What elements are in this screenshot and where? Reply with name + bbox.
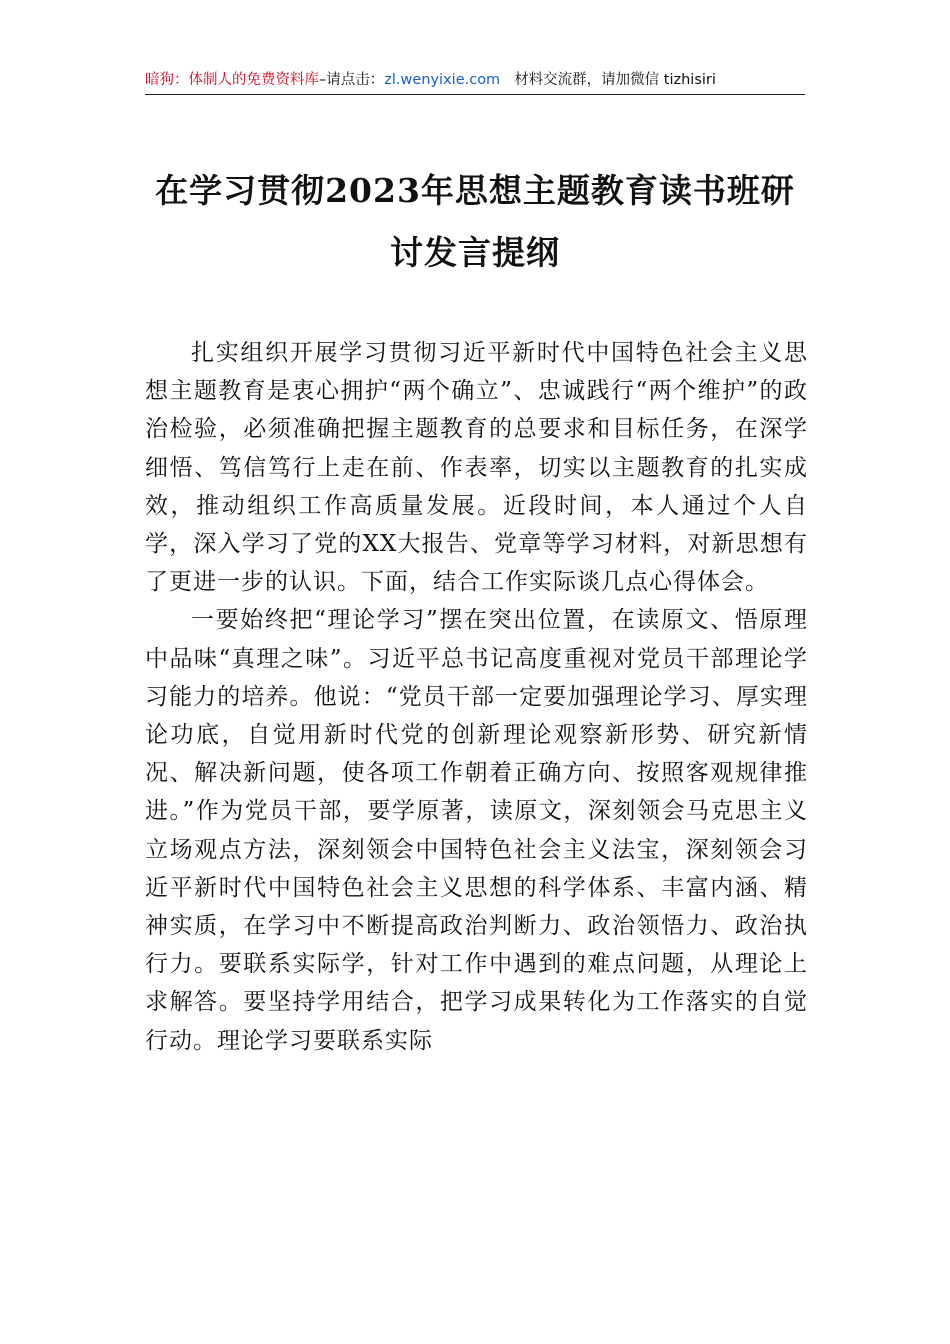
header-url-link[interactable]: zl.wenyixie.com bbox=[384, 72, 501, 88]
header-brand: 暗狗：体制人的免费资料库 bbox=[145, 72, 319, 88]
document-body bbox=[145, 334, 808, 1060]
paragraph-1: 扎实组织开展学习贯彻习近平新时代中国特色社会主义思想主题教育是衷心拥护“两个确立”、忠诚践行“两个维护”的政治检验，必须准确把握主题教育的总要求和目标任务，在深学细悟、笃信笃行上走在前、作表率，切实以主题教育的扎实成效，推动组织工作高质量发展。近段时间，本人通过个人自学，深入学习了党的XX大报告、党章等学习材料，对新思想有了更进一步的认识。下面，结合工作实际谈几点心得体会。 bbox=[145, 340, 808, 596]
document-title bbox=[110, 160, 840, 284]
header-contact: 材料交流群，请加微信 tizhisiri bbox=[514, 72, 716, 88]
paragraph-2: 一要始终把“理论学习”摆在突出位置，在读原文、悟原理中品味“真理之味”。习近平总书记高度重视对党员干部理论学习能力的培养。他说：“党员干部一定要加强理论学习、厚实理论功底，自觉用新时代党的创新理论观察新形势、研究新情况、解决新问题，使各项工作朝着正确方向、按照客观规律推进。”作为党员干部，要学原著，读原文，深刻领会马克思主义立场观点方法，深刻领会中国特色社会主义法宝，深刻领会习近平新时代中国特色社会主义思想的科学体系、丰富内涵、精神实质，在学习中不断提高政治判断力、政治领悟力、政治执行力。要联系实际学，针对工作中遇到的难点问题，从理论上求解答。要坚持学用结合，把学习成果转化为工作落实的自觉行动。理论学习要联系实际 bbox=[145, 607, 808, 1054]
title-line-2: 讨发言提纲 bbox=[390, 233, 560, 272]
header-prompt: –请点击： bbox=[319, 72, 385, 88]
title-line-1: 在学习贯彻2023年思想主题教育读书班研 bbox=[155, 171, 795, 210]
page-header bbox=[145, 66, 805, 95]
